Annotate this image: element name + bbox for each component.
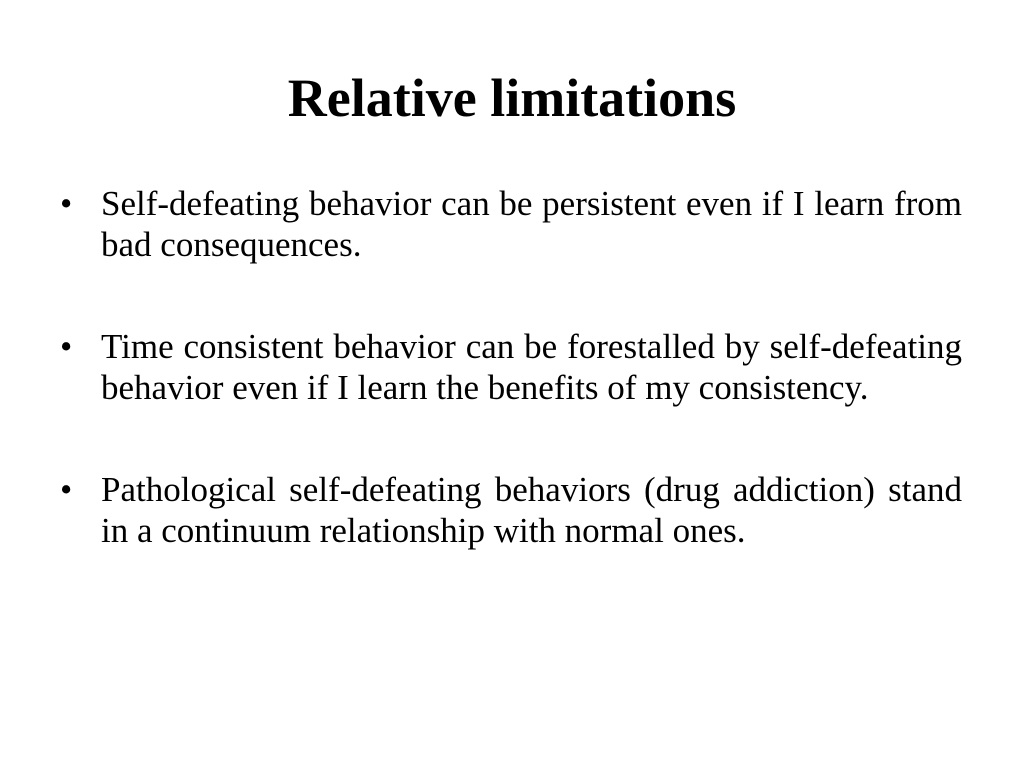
bullet-item [60, 326, 962, 408]
bullet-text: Pathological self-defeating behaviors (drug addiction) stand in a continuum relationship with normal ones. [101, 470, 962, 550]
bullet-text: Self-defeating behavior can be persistent even if I learn from bad consequences. [101, 184, 962, 264]
bullet-item [60, 183, 962, 265]
bullet-list [60, 183, 962, 551]
bullet-item [60, 469, 962, 551]
bullet-text: Time consistent behavior can be forestalled by self-defeating behavior even if I learn the benefits of my consistency. [101, 327, 962, 407]
bullet-icon: • [60, 327, 73, 366]
bullet-icon: • [60, 470, 73, 509]
slide-title: Relative limitations [287, 68, 737, 128]
bullet-icon: • [60, 184, 73, 223]
